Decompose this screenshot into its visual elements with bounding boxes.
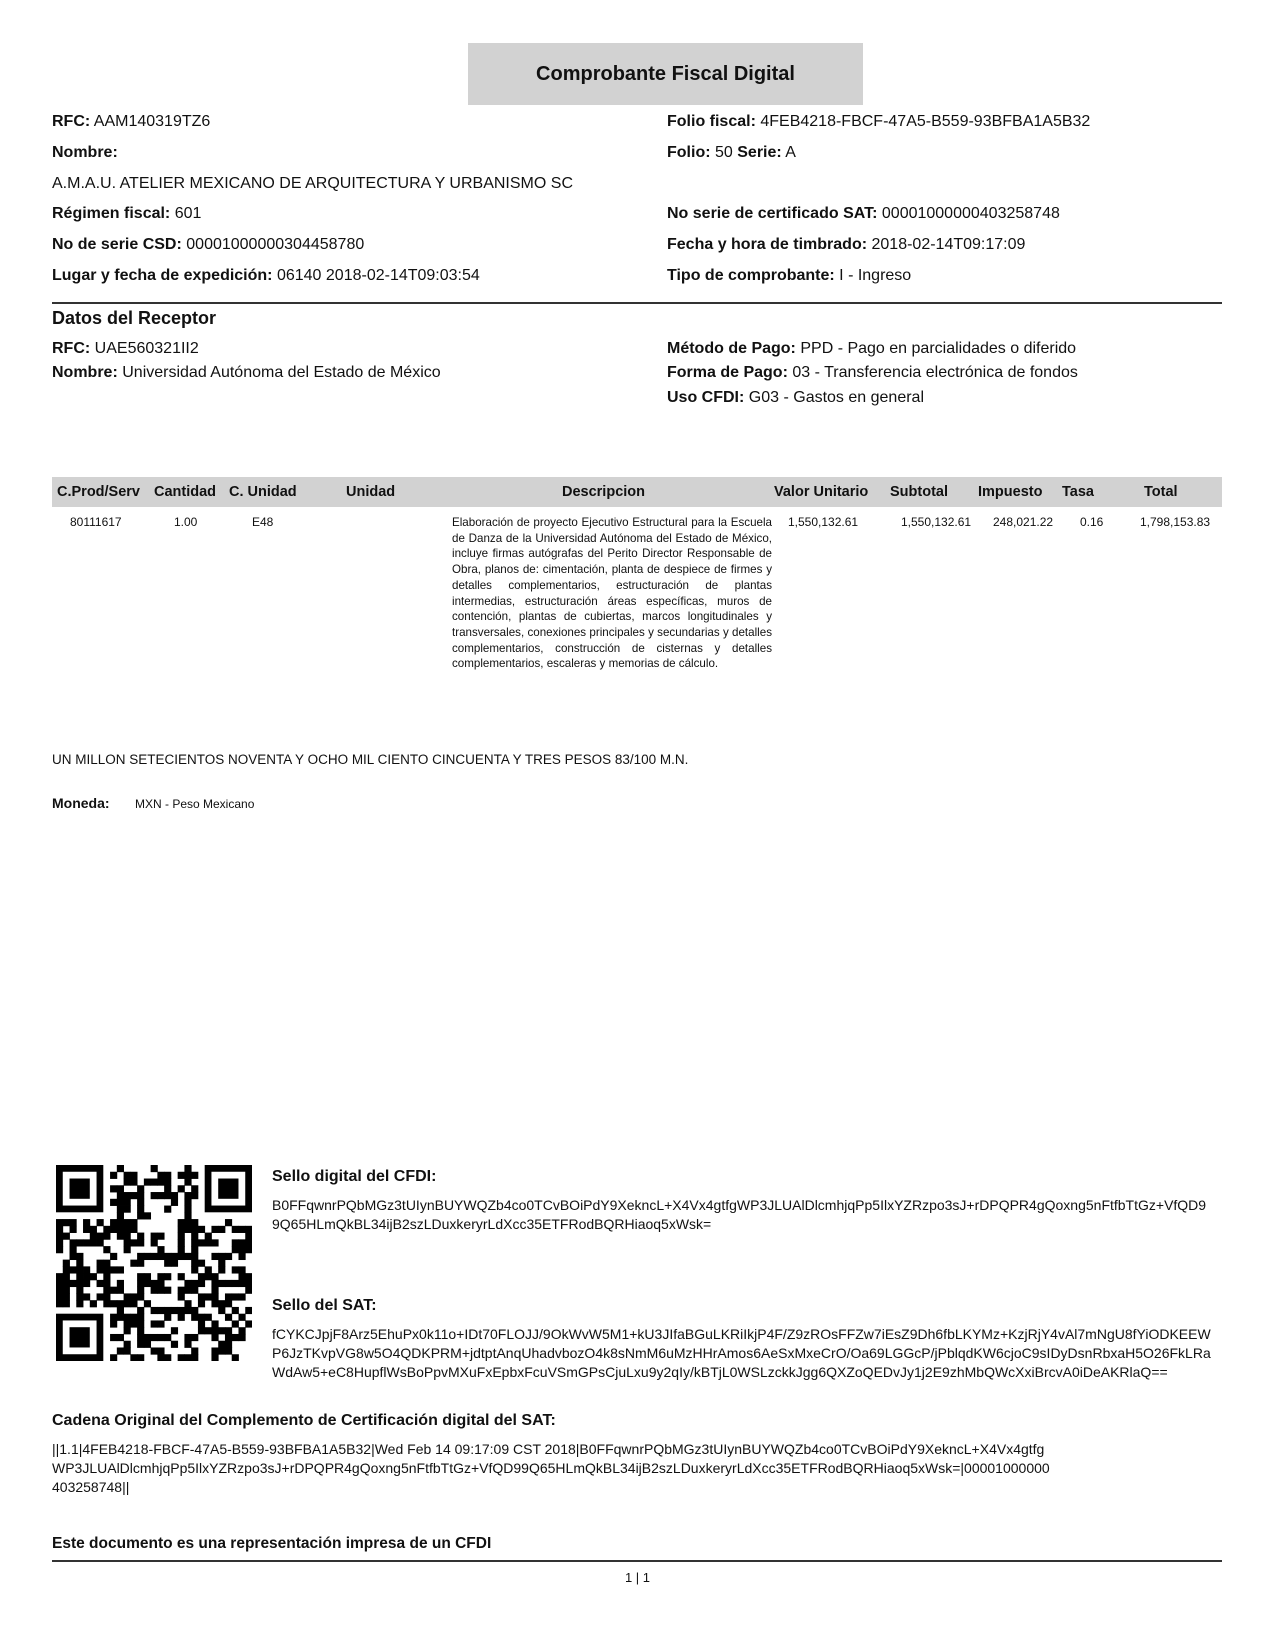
col-subtotal: Subtotal <box>890 484 948 500</box>
emisor-lugar-fecha: Lugar y fecha de expedición: 06140 2018-02-14T09:03:54 <box>52 267 480 284</box>
moneda-label: Moneda: <box>52 795 110 811</box>
col-descripcion: Descripcion <box>562 484 645 500</box>
footer-divider <box>52 1560 1222 1562</box>
cert-sat: No serie de certificado SAT: 00001000000403258748 <box>667 205 1060 222</box>
qr-code <box>56 1165 252 1361</box>
metodo-pago: Método de Pago: PPD - Pago en parcialidades o diferido <box>667 340 1077 357</box>
cell-valor-unitario: 1,550,132.61 <box>788 515 859 529</box>
cell-descripcion: Elaboración de proyecto Ejecutivo Estructural para la Escuela de Danza de la Universidad Autónoma del Estado de México, incluye firmas autógrafas del Perito Director Responsable de Obra, planos de: cimentación, planta de despiece de firmes y detalles complementarios, estructuración de plantas intermedias, estructuración áreas específicas, muros de contención, plantas de cubiertas, marcos longitudinales y transversales, conexiones principales y secundarias y detalles complementarios, construcción de cisternas y detalles complementarios, escaleras y memorias de cálculo. <box>452 516 772 671</box>
emisor-rfc: RFC: AAM140319TZ6 <box>52 113 211 130</box>
emisor-csd: No de serie CSD: 00001000000304458780 <box>52 236 365 253</box>
col-cantidad: Cantidad <box>154 484 217 500</box>
cell-tasa: 0.16 <box>1080 515 1104 529</box>
cadena-label: Cadena Original del Complemento de Certificación digital del SAT: <box>52 1412 556 1429</box>
col-total: Total <box>1144 484 1178 500</box>
page-number: 1 | 1 <box>624 1570 651 1585</box>
document-title: Comprobante Fiscal Digital <box>468 43 863 105</box>
folio-fiscal: Folio fiscal: 4FEB4218-FBCF-47A5-B559-93BFBA1A5B32 <box>667 113 1091 130</box>
sello-sat-value: fCYKCJpjF8Arz5EhuPx0k11o+IDt70FLOJJ/9OkWvW5M1+kU3JIfaBGuLKRiIkjP4F/Z9zROsFFZw7iEsZ9Dh6fbLKYMz+KzjRjY4vAl7mNgU8fYiODKEEWP6JzTKvpVG8w5O4QDKPRM+jdtptAnqUhadvbozO4k8sNmM6uMzHHrAmos6AeSxMxeCrO/Oa69LGGcP/jPblqdKW6cjoC9sIDyDsnRbxaH5O26FkLRaWdAw5+eC8HupflWsBoPpvMXuFxEpbxFcuVSmGPsCjuLxu9y2qIy/kBTjL0WSLzckkJgg6QXZoQEDvJy1j2E9zhMbQWcXxiBrcvA0iDeAKRlaQ== <box>272 1326 1211 1380</box>
cell-cantidad: 1.00 <box>174 515 198 529</box>
divider <box>52 302 1222 304</box>
folio-serie: Folio: 50 Serie: A <box>667 144 796 161</box>
sello-cfdi-label: Sello digital del CFDI: <box>272 1168 437 1185</box>
sello-cfdi-value: B0FFqwnrPQbMGz3tUIynBUYWQZb4co0TCvBOiPdY9XekncL+X4Vx4gtfgWP3JLUAlDlcmhjqPp5IlxYZRzpo3sJ+rDPQPR4gQoxng5nFtfbTtGz+VfQD99Q65HLmQkBL34ijB2szLDuxkeryrLdXcc35ETFRodBQRHiaoq5xWsk= <box>272 1197 1207 1232</box>
tipo-comprobante: Tipo de comprobante: I - Ingreso <box>667 267 912 284</box>
col-valor-unitario: Valor Unitario <box>774 484 869 500</box>
col-unidad: Unidad <box>346 484 396 500</box>
fecha-timbrado: Fecha y hora de timbrado: 2018-02-14T09:17:09 <box>667 236 1026 253</box>
table-header <box>52 477 1222 507</box>
cell-prod-serv: 80111617 <box>70 515 122 529</box>
receptor-section-title: Datos del Receptor <box>52 308 217 328</box>
cell-total: 1,798,153.83 <box>1140 515 1211 529</box>
cadena-value: ||1.1|4FEB4218-FBCF-47A5-B559-93BFBA1A5B32|Wed Feb 14 09:17:09 CST 2018|B0FFqwnrPQbMGz3tUIynBUYWQZb4co0TCvBOiPdY9XekncL+X4Vx4gtfgWP3JLUAlDlcmhjqPp5IlxYZRzpo3sJ+rDPQPR4gQoxng5nFtfbTtGz+VfQD99Q65HLmQkBL34ijB2szLDuxkeryrLdXcc35ETFRodBQRHiaoq5xWsk=|00001000000403258748|| <box>52 1441 1050 1495</box>
emisor-nombre-label: Nombre: <box>52 144 118 161</box>
emisor-regimen: Régimen fiscal: 601 <box>52 205 202 222</box>
receptor-nombre: Nombre: Universidad Autónoma del Estado de México <box>52 364 441 381</box>
col-impuesto: Impuesto <box>978 484 1043 500</box>
sello-sat-label: Sello del SAT: <box>272 1297 377 1314</box>
receptor-rfc: RFC: UAE560321II2 <box>52 340 199 357</box>
footer-note: Este documento es una representación impresa de un CFDI <box>52 1535 492 1552</box>
col-prod-serv: C.Prod/Serv <box>57 484 140 500</box>
forma-pago: Forma de Pago: 03 - Transferencia electrónica de fondos <box>667 364 1078 381</box>
uso-cfdi: Uso CFDI: G03 - Gastos en general <box>667 389 924 406</box>
cell-c-unidad: E48 <box>252 515 274 529</box>
cell-impuesto: 248,021.22 <box>993 515 1054 529</box>
col-c-unidad: C. Unidad <box>229 484 297 500</box>
cell-subtotal: 1,550,132.61 <box>901 515 972 529</box>
moneda-value: MXN - Peso Mexicano <box>135 797 255 811</box>
importe-letra: UN MILLON SETECIENTOS NOVENTA Y OCHO MIL CIENTO CINCUENTA Y TRES PESOS 83/100 M.N. <box>52 752 689 767</box>
col-tasa: Tasa <box>1062 484 1094 500</box>
emisor-nombre: A.M.A.U. ATELIER MEXICANO DE ARQUITECTURA Y URBANISMO SC <box>52 175 573 192</box>
